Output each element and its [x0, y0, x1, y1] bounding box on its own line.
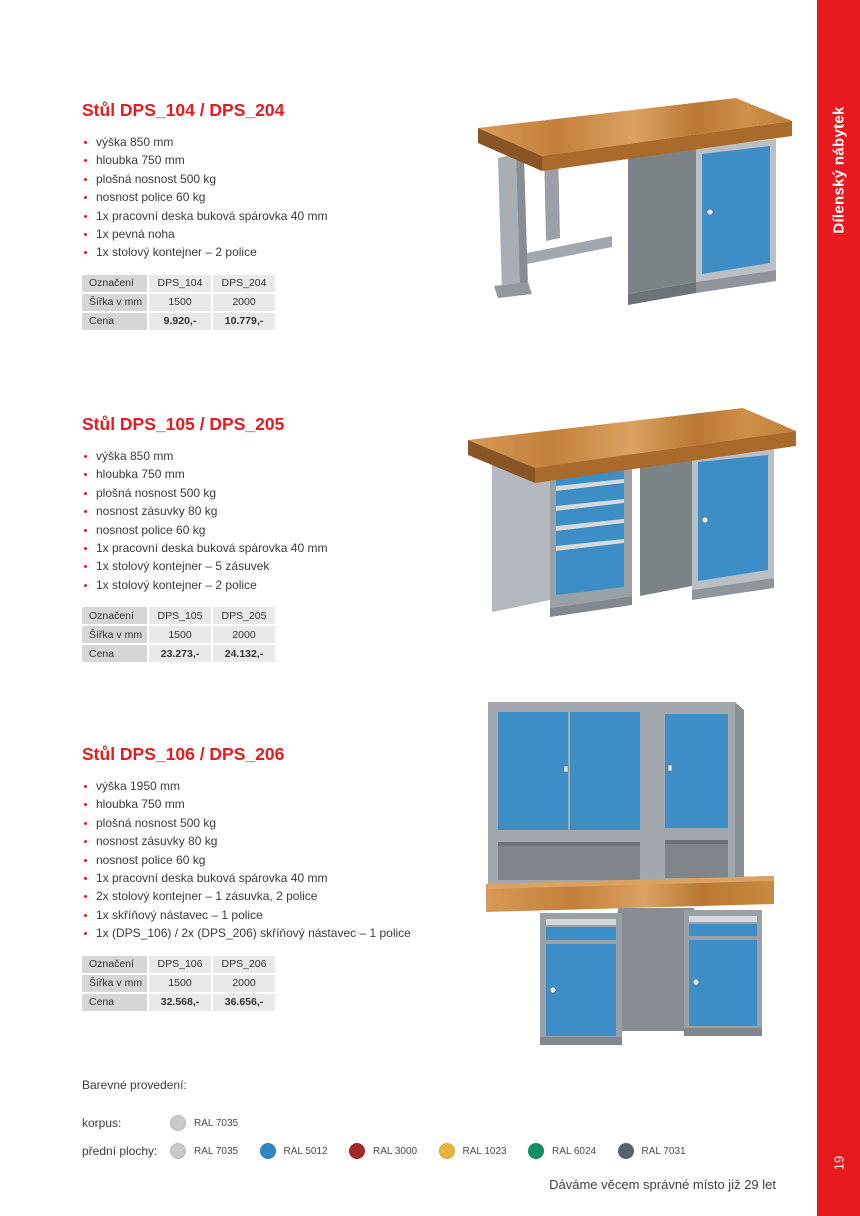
table-row — [82, 313, 275, 330]
bullet-icon — [84, 251, 87, 254]
table-cell: DPS_106 — [149, 956, 211, 973]
table-row-label: Označení — [82, 275, 147, 292]
color-swatch — [260, 1143, 276, 1159]
spec-text: 1x pevná noha — [96, 226, 175, 241]
table-row-label: Šířka v mm — [82, 975, 147, 992]
bullet-icon — [84, 141, 87, 144]
table-cell-price: 9.920,- — [149, 313, 211, 330]
table-row — [82, 275, 275, 292]
table-row — [82, 994, 275, 1011]
table-cell-price: 32.568,- — [149, 994, 211, 1011]
spec-item — [82, 926, 467, 944]
product-photo-dps105-205 — [440, 400, 800, 625]
color-row-korpus — [82, 1109, 792, 1137]
spec-item — [82, 559, 467, 577]
color-option — [349, 1143, 439, 1159]
bullet-icon — [84, 932, 87, 935]
product-photo-dps104-204 — [440, 90, 800, 315]
color-swatch-label: RAL 7035 — [194, 1145, 239, 1157]
product-title: Stůl DPS_105 / DPS_205 — [82, 414, 285, 434]
table-cell: DPS_204 — [213, 275, 275, 292]
spec-text: nosnost zásuvky 80 kg — [96, 504, 218, 519]
spec-text: 1x (DPS_106) / 2x (DPS_206) skříňový nástavec – 1 police — [96, 926, 411, 941]
table-row-label: Šířka v mm — [82, 294, 147, 311]
product-photo-dps106-206 — [460, 680, 800, 1065]
table-cell-price: 10.779,- — [213, 313, 275, 330]
spec-item — [82, 834, 467, 852]
spec-text: 1x stolový kontejner – 2 police — [96, 245, 257, 260]
bullet-icon — [84, 510, 87, 513]
color-swatch — [170, 1115, 186, 1131]
bullet-icon — [84, 473, 87, 476]
color-row-predni-plochy — [82, 1137, 792, 1165]
spec-item — [82, 135, 467, 153]
color-swatch — [528, 1143, 544, 1159]
spec-text: 1x stolový kontejner – 5 zásuvek — [96, 559, 270, 574]
color-option — [439, 1143, 529, 1159]
bullet-icon — [84, 565, 87, 568]
bullet-icon — [84, 233, 87, 236]
spec-item — [82, 504, 467, 522]
spec-text: plošná nosnost 500 kg — [96, 485, 217, 500]
bullet-icon — [84, 584, 87, 587]
spec-item — [82, 245, 467, 263]
bullet-icon — [84, 196, 87, 199]
bullet-icon — [84, 877, 87, 880]
spec-item — [82, 190, 467, 208]
price-table — [80, 605, 277, 664]
price-table — [80, 954, 277, 1013]
spec-text: nosnost police 60 kg — [96, 190, 206, 205]
spec-item — [82, 449, 467, 467]
product-section-dps104-204 — [82, 100, 467, 332]
color-swatch-label: RAL 6024 — [552, 1145, 597, 1157]
price-table — [80, 273, 277, 332]
spec-text: 2x stolový kontejner – 1 zásuvka, 2 police — [96, 889, 318, 904]
color-option — [618, 1143, 708, 1159]
spec-item — [82, 908, 467, 926]
spec-text: nosnost police 60 kg — [96, 522, 206, 537]
spec-item — [82, 889, 467, 907]
color-swatch — [170, 1143, 186, 1159]
table-cell-price: 36.656,- — [213, 994, 275, 1011]
color-swatch — [439, 1143, 455, 1159]
bullet-icon — [84, 914, 87, 917]
color-option — [528, 1143, 618, 1159]
spec-item — [82, 153, 467, 171]
table-cell-price: 23.273,- — [149, 645, 211, 662]
spec-text: 1x pracovní deska buková spárovka 40 mm — [96, 870, 328, 885]
table-cell: DPS_206 — [213, 956, 275, 973]
table-row — [82, 626, 275, 643]
color-swatch-label: RAL 1023 — [462, 1145, 507, 1157]
spec-list — [82, 449, 467, 596]
color-row-label: přední plochy: — [82, 1144, 158, 1158]
bullet-icon — [84, 215, 87, 218]
spec-text: nosnost zásuvky 80 kg — [96, 834, 218, 849]
page-number: 19 — [831, 1155, 846, 1171]
bullet-icon — [84, 840, 87, 843]
table-row-label: Šířka v mm — [82, 626, 147, 643]
spec-text: hloubka 750 mm — [96, 467, 185, 482]
spec-item — [82, 541, 467, 559]
color-swatch-label: RAL 3000 — [373, 1145, 418, 1157]
color-swatch — [618, 1143, 634, 1159]
bullet-icon — [84, 803, 87, 806]
spec-text: výška 850 mm — [96, 135, 174, 149]
product-section-dps105-205 — [82, 414, 467, 664]
table-row — [82, 975, 275, 992]
spec-item — [82, 172, 467, 190]
table-cell: 2000 — [213, 294, 275, 311]
spec-item — [82, 578, 467, 596]
bullet-icon — [84, 859, 87, 862]
color-swatch-label: RAL 7035 — [194, 1117, 239, 1129]
spec-item — [82, 853, 467, 871]
spec-item — [82, 467, 467, 485]
table-row-label: Označení — [82, 956, 147, 973]
bullet-icon — [84, 785, 87, 788]
color-swatch-label: RAL 7031 — [641, 1145, 686, 1157]
spec-text: 1x pracovní deska buková spárovka 40 mm — [96, 208, 328, 223]
spec-text: 1x pracovní deska buková spárovka 40 mm — [96, 540, 328, 555]
spec-list — [82, 135, 467, 264]
spec-item — [82, 227, 467, 245]
spec-item — [82, 523, 467, 541]
spec-item — [82, 486, 467, 504]
spec-text: hloubka 750 mm — [96, 797, 185, 812]
footer-tagline: Dáváme věcem správné místo již 29 let — [549, 1177, 776, 1192]
spec-item — [82, 209, 467, 227]
spec-text: nosnost police 60 kg — [96, 852, 206, 867]
table-cell: 1500 — [149, 975, 211, 992]
table-row-label: Označení — [82, 607, 147, 624]
spec-item — [82, 797, 467, 815]
product-section-dps106-206 — [82, 744, 467, 1013]
bullet-icon — [84, 529, 87, 532]
spec-text: 1x stolový kontejner – 2 police — [96, 577, 257, 592]
bullet-icon — [84, 455, 87, 458]
spec-item — [82, 816, 467, 834]
spec-text: výška 850 mm — [96, 449, 174, 463]
spec-text: výška 1950 mm — [96, 779, 181, 793]
table-row-label: Cena — [82, 313, 147, 330]
bullet-icon — [84, 178, 87, 181]
table-cell: 1500 — [149, 294, 211, 311]
table-cell: 2000 — [213, 975, 275, 992]
color-section-title: Barevné provedení: — [82, 1078, 187, 1092]
bullet-icon — [84, 895, 87, 898]
table-row — [82, 294, 275, 311]
spec-text: hloubka 750 mm — [96, 153, 185, 168]
spec-text: plošná nosnost 500 kg — [96, 171, 217, 186]
table-row-label: Cena — [82, 994, 147, 1011]
color-option — [170, 1115, 260, 1131]
color-swatch — [349, 1143, 365, 1159]
color-options-section — [82, 1078, 792, 1165]
category-label: Dílenský nábytek — [830, 106, 847, 234]
table-cell: DPS_105 — [149, 607, 211, 624]
table-cell: 2000 — [213, 626, 275, 643]
category-side-tab — [817, 0, 860, 1216]
color-option — [260, 1143, 350, 1159]
spec-item — [82, 871, 467, 889]
table-row — [82, 956, 275, 973]
bullet-icon — [84, 159, 87, 162]
bullet-icon — [84, 822, 87, 825]
table-cell: 1500 — [149, 626, 211, 643]
product-title: Stůl DPS_104 / DPS_204 — [82, 100, 285, 120]
color-row-label: korpus: — [82, 1116, 122, 1130]
spec-item — [82, 779, 467, 797]
color-option — [170, 1143, 260, 1159]
table-cell-price: 24.132,- — [213, 645, 275, 662]
bullet-icon — [84, 547, 87, 550]
bullet-icon — [84, 492, 87, 495]
table-row — [82, 607, 275, 624]
product-title: Stůl DPS_106 / DPS_206 — [82, 744, 285, 764]
table-row — [82, 645, 275, 662]
spec-list — [82, 779, 467, 945]
table-cell: DPS_205 — [213, 607, 275, 624]
spec-text: plošná nosnost 500 kg — [96, 815, 217, 830]
table-row-label: Cena — [82, 645, 147, 662]
table-cell: DPS_104 — [149, 275, 211, 292]
color-swatch-label: RAL 5012 — [283, 1145, 328, 1157]
spec-text: 1x skříňový nástavec – 1 police — [96, 907, 263, 922]
